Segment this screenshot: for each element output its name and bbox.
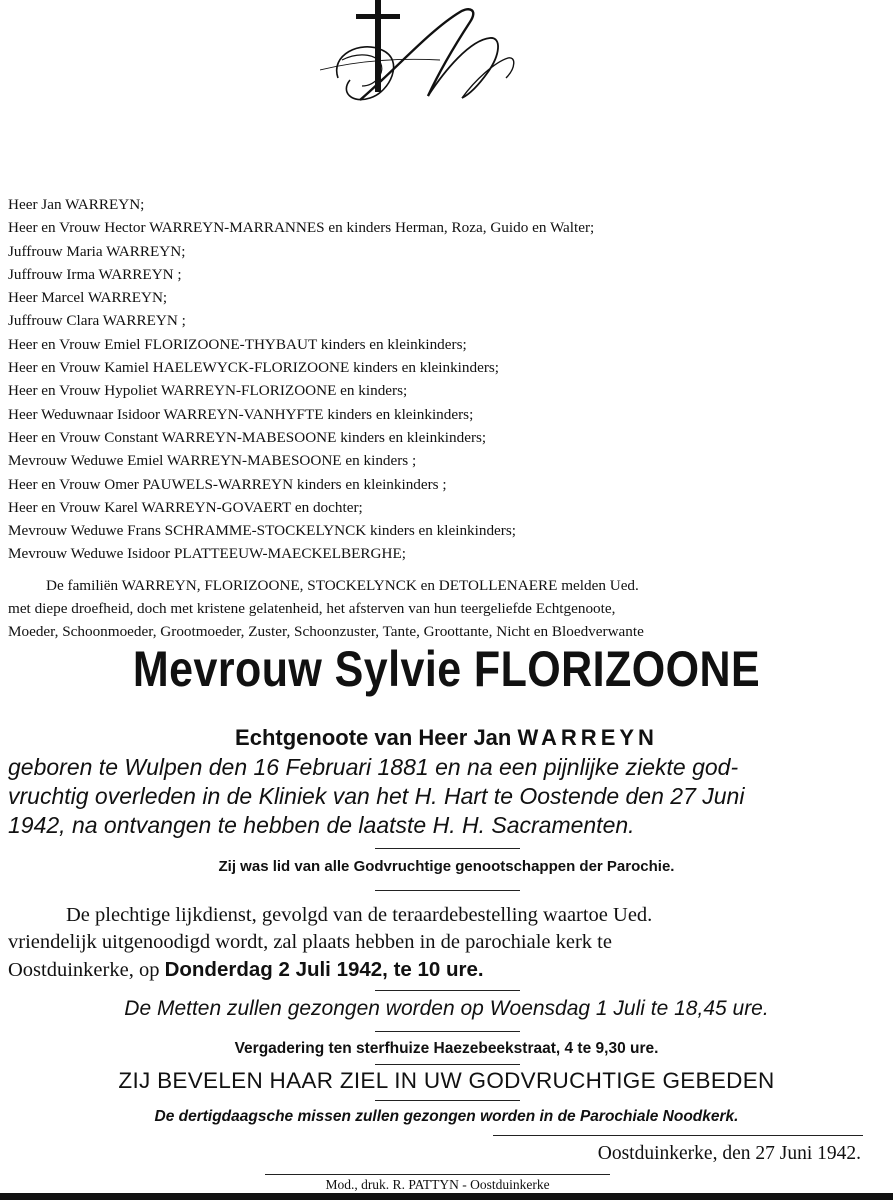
family-list bbox=[8, 193, 878, 566]
divider bbox=[375, 1031, 520, 1032]
place-date: Oostduinkerke, den 27 Juni 1942. bbox=[597, 1143, 861, 1164]
spouse-surname: WARREYN bbox=[517, 725, 658, 750]
divider bbox=[375, 848, 520, 849]
funeral-service bbox=[8, 902, 880, 984]
cross-monogram-icon bbox=[320, 0, 530, 125]
family-line: Heer en Vrouw Karel WARREYN-GOVAERT en dochter; bbox=[8, 498, 363, 516]
family-line: Heer Weduwnaar Isidoor WARREYN-VANHYFTE kinders en kleinkinders; bbox=[8, 405, 474, 423]
details-line: vruchtig overleden in de Kliniek van het H. Hart te Oostende den 27 Juni bbox=[8, 783, 745, 809]
family-line: Heer en Vrouw Hector WARREYN-MARRANNES en kinders Herman, Roza, Guido en Walter; bbox=[8, 219, 595, 237]
family-line: Juffrouw Clara WARREYN ; bbox=[8, 312, 186, 330]
family-line: Heer Marcel WARREYN; bbox=[8, 289, 168, 307]
birth-death-details bbox=[8, 753, 888, 840]
details-line: 1942, na ontvangen te hebben de laatste H. H. Sacramenten. bbox=[8, 812, 635, 838]
metten-note: De Metten zullen gezongen worden op Woensdag 1 Juli te 18,45 ure. bbox=[124, 997, 769, 1020]
family-line: Juffrouw Irma WARREYN ; bbox=[8, 265, 182, 283]
gathering-note: Vergadering ten sterfhuize Haezebeekstraat, 4 te 9,30 ure. bbox=[234, 1040, 659, 1057]
bottom-border bbox=[0, 1193, 893, 1200]
prayer-request: ZIJ BEVELEN HAAR ZIEL IN UW GODVRUCHTIGE GEBEDEN bbox=[118, 1068, 775, 1093]
service-date: Donderdag 2 Juli 1942, te 10 ure. bbox=[164, 958, 484, 981]
family-line: Heer en Vrouw Omer PAUWELS-WARREYN kinders en kleinkinders ; bbox=[8, 475, 447, 493]
family-line: Heer Jan WARREYN; bbox=[8, 196, 145, 213]
divider bbox=[375, 1064, 520, 1065]
deceased-name: Mevrouw Sylvie FLORIZOONE bbox=[132, 641, 761, 697]
divider bbox=[375, 890, 520, 891]
family-line: Mevrouw Weduwe Emiel WARREYN-MABESOONE en kinders ; bbox=[8, 452, 417, 470]
spouse-line bbox=[0, 725, 893, 751]
family-line: Heer en Vrouw Emiel FLORIZOONE-THYBAUT kinders en kleinkinders; bbox=[8, 335, 467, 353]
intro-line: met diepe droefheid, doch met kristene gelatenheid, het afsterven van hun teergeliefde Echtgenoote, bbox=[8, 600, 616, 617]
details-line: geboren te Wulpen den 16 Februari 1881 en na een pijnlijke ziekte god- bbox=[8, 754, 739, 780]
family-line: Mevrouw Weduwe Frans SCHRAMME-STOCKELYNCK kinders en kleinkinders; bbox=[8, 522, 516, 540]
family-line: Mevrouw Weduwe Isidoor PLATTEEUW-MAECKELBERGHE; bbox=[8, 545, 406, 563]
service-line: vriendelijk uitgenoodigd wordt, zal plaats hebben in de parochiale kerk te bbox=[8, 931, 612, 953]
printer-credit: Mod., druk. R. PATTYN - Oostduinkerke bbox=[265, 1174, 610, 1193]
masses-note: De dertigdaagsche missen zullen gezongen worden in de Parochiale Noodkerk. bbox=[154, 1108, 739, 1125]
divider bbox=[375, 1100, 520, 1101]
service-line: De plechtige lijkdienst, gevolgd van de teraardebestelling waartoe Ued. bbox=[66, 904, 653, 926]
family-line: Heer en Vrouw Hypoliet WARREYN-FLORIZOONE en kinders; bbox=[8, 382, 408, 400]
divider bbox=[493, 1135, 863, 1136]
family-line: Heer en Vrouw Constant WARREYN-MABESOONE kinders en kleinkinders; bbox=[8, 428, 487, 446]
announcement-intro bbox=[8, 574, 880, 643]
service-location: Oostduinkerke, op bbox=[8, 959, 160, 981]
membership-note: Zij was lid van alle Godvruchtige genootschappen der Parochie. bbox=[218, 858, 675, 875]
spouse-prefix: Echtgenoote van Heer Jan bbox=[235, 725, 512, 750]
intro-line: Moeder, Schoonmoeder, Grootmoeder, Zuster, Schoonzuster, Tante, Groottante, Nicht en Bloedverwante bbox=[8, 623, 644, 640]
family-line: Juffrouw Maria WARREYN; bbox=[8, 242, 186, 260]
service-line bbox=[8, 956, 880, 984]
family-line: Heer en Vrouw Kamiel HAELEWYCK-FLORIZOONE kinders en kleinkinders; bbox=[8, 359, 500, 377]
divider bbox=[375, 990, 520, 991]
intro-line: De familiën WARREYN, FLORIZOONE, STOCKELYNCK en DETOLLENAERE melden Ued. bbox=[46, 577, 639, 594]
